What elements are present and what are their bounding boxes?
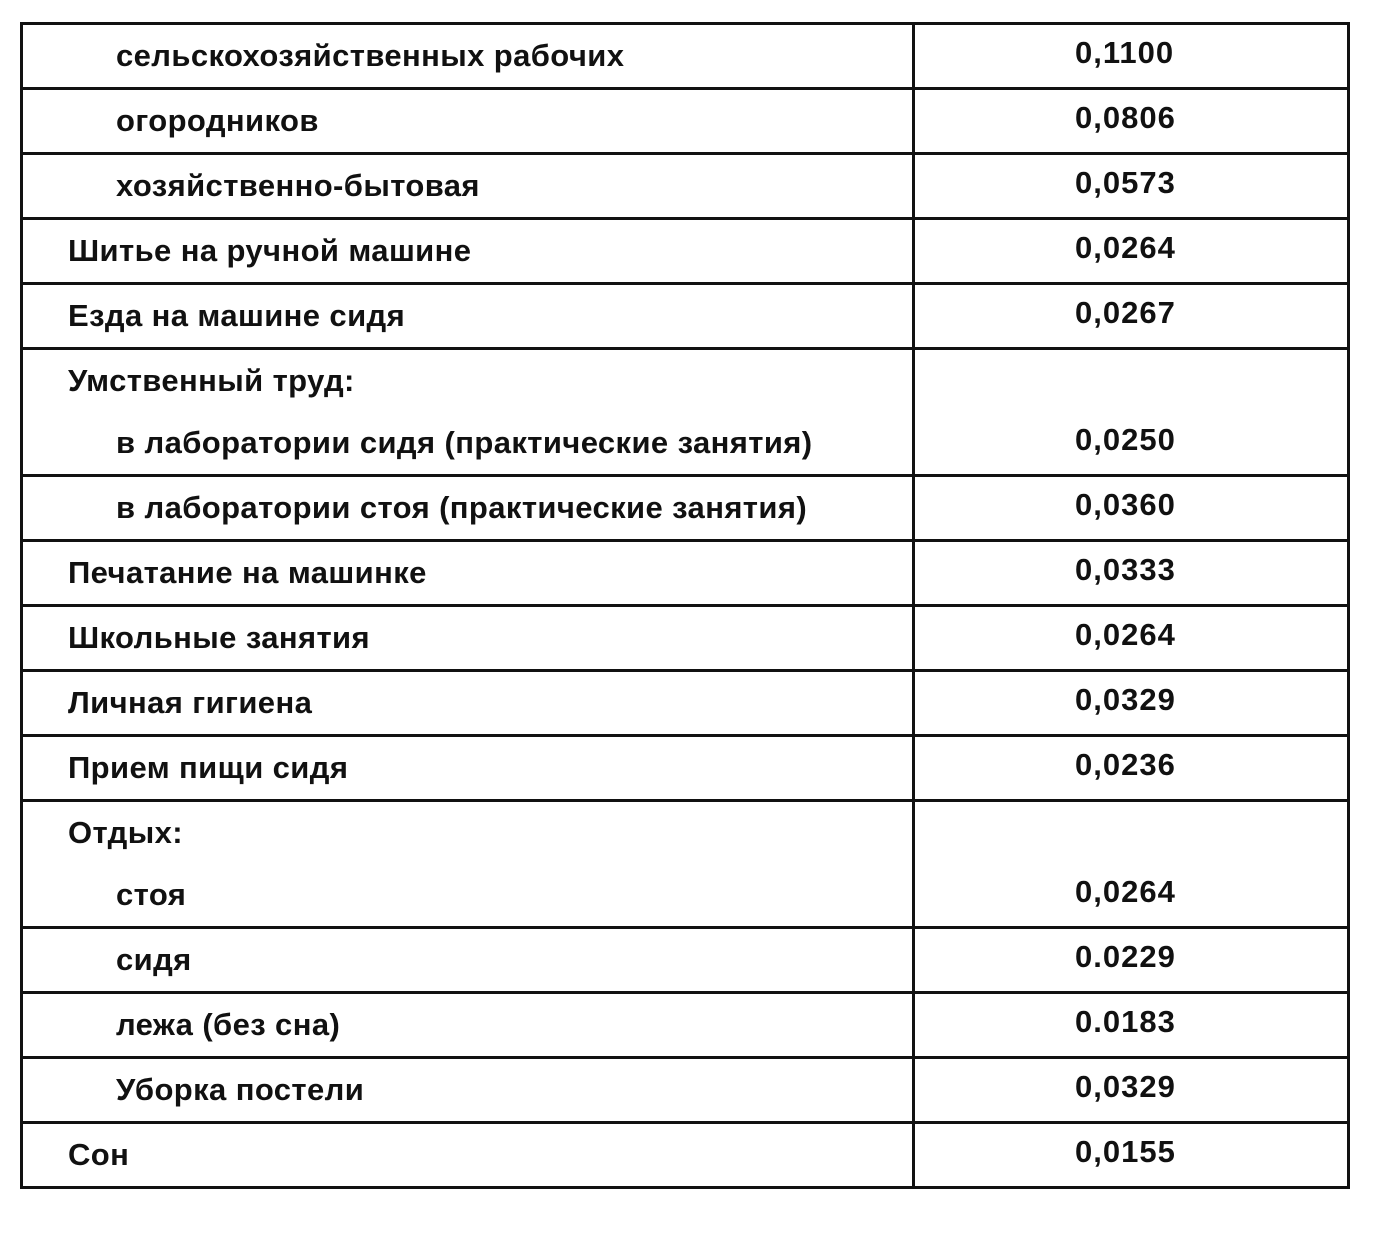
table-row	[23, 477, 1347, 542]
section-heading: Отдых:	[68, 815, 184, 850]
row-label: Школьные занятия	[23, 607, 915, 669]
energy-expenditure-table	[20, 22, 1350, 1189]
row-label: Отдых: стоя	[23, 802, 915, 926]
table-row	[23, 802, 1347, 929]
row-label: Личная гигиена	[23, 672, 915, 734]
row-label: Езда на машине сидя	[23, 285, 915, 347]
row-label: Сон	[23, 1124, 915, 1186]
table-row	[23, 542, 1347, 607]
row-label: сидя	[23, 929, 915, 991]
row-value: 0,1100	[1075, 35, 1175, 70]
table-row	[23, 285, 1347, 350]
row-value: 0,0333	[1075, 552, 1176, 587]
row-label: огородников	[23, 90, 915, 152]
table-row	[23, 1059, 1347, 1124]
table-row	[23, 994, 1347, 1059]
row-label: лежа (без сна)	[23, 994, 915, 1056]
table-row	[23, 220, 1347, 285]
row-value: 0,0329	[1075, 1069, 1176, 1104]
table-row	[23, 350, 1347, 477]
table-row	[23, 672, 1347, 737]
row-label: Прием пищи сидя	[23, 737, 915, 799]
row-value: 0,0236	[1075, 747, 1176, 782]
row-label: Умственный труд: в лаборатории сидя (практические занятия)	[23, 350, 915, 474]
row-value: 0,0264	[1075, 617, 1176, 652]
row-value: 0.0183	[1075, 1004, 1176, 1039]
row-value: 0,0267	[1075, 295, 1176, 330]
row-value: 0,0360	[1075, 487, 1176, 522]
row-value: 0,0806	[1075, 100, 1176, 135]
table-row	[23, 25, 1347, 90]
row-value: 0,0155	[1075, 1134, 1176, 1169]
row-label: хозяйственно-бытовая	[23, 155, 915, 217]
table-row	[23, 1124, 1347, 1186]
row-value: 0,0329	[1075, 682, 1176, 717]
row-label: сельскохозяйственных рабочих	[23, 25, 915, 87]
row-label: Уборка постели	[23, 1059, 915, 1121]
table-row	[23, 607, 1347, 672]
row-label: в лаборатории стоя (практические занятия)	[23, 477, 915, 539]
row-value: 0,0264	[1075, 874, 1176, 909]
row-label: Шитье на ручной машине	[23, 220, 915, 282]
row-value: 0,0250	[1075, 422, 1176, 457]
row-label: Печатание на машинке	[23, 542, 915, 604]
row-value: 0,0573	[1075, 165, 1176, 200]
table-row	[23, 90, 1347, 155]
row-value: 0.0229	[1075, 939, 1176, 974]
section-heading: Умственный труд:	[68, 363, 355, 398]
row-value: 0,0264	[1075, 230, 1176, 265]
table-row	[23, 929, 1347, 994]
table-row	[23, 155, 1347, 220]
table-row	[23, 737, 1347, 802]
